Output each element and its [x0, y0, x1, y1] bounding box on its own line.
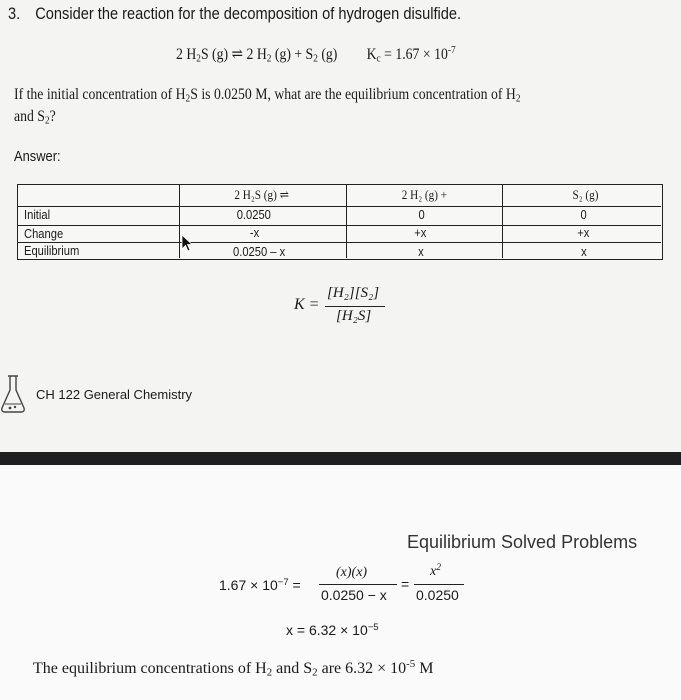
- fraction2-num-exp: 2: [436, 563, 441, 573]
- question-line-1: [14, 86, 520, 105]
- question2-text-b: ?: [49, 108, 56, 125]
- row-label-equilibrium: Equilibrium: [24, 243, 80, 258]
- initial-h2: 0: [418, 207, 425, 222]
- change-h2s: -x: [249, 225, 260, 240]
- answer-label: Answer:: [14, 148, 61, 165]
- conclusion-exponent: -5: [406, 658, 416, 670]
- equilibrium-arrow-icon: ⇌: [231, 46, 244, 63]
- conclusion: [33, 658, 433, 679]
- fraction1-denominator: 0.0250 − x: [321, 587, 387, 603]
- row-label-initial: Initial: [24, 207, 51, 222]
- kc-value: = 1.67 × 10: [380, 46, 448, 63]
- kc-exponent: -7: [447, 44, 456, 57]
- row-divider: [18, 242, 661, 243]
- fraction2-numerator: [430, 563, 441, 580]
- equation-lhs-exponent: −7: [277, 577, 289, 588]
- fraction1-bar: [319, 584, 397, 585]
- flask-icon: [0, 374, 26, 414]
- k-denominator: [H₂S]: [336, 308, 372, 324]
- equation-lhs-mantissa: 1.67 × 10: [219, 577, 278, 594]
- question-sub2: 2: [515, 92, 521, 105]
- question2-text-a: and S: [14, 108, 45, 125]
- change-h2: +x: [414, 225, 427, 240]
- problem-title: [8, 4, 461, 24]
- question2-sub: 2: [44, 114, 50, 127]
- header-h2: 2 H₂ (g) +: [401, 187, 448, 202]
- reactant-tail: S (g): [200, 46, 229, 63]
- product2-subscript: 2: [313, 52, 318, 65]
- change-s2: +x: [577, 225, 590, 240]
- conclusion-d: M: [415, 659, 434, 677]
- header-h2s: 2 H₂S (g) ⇌: [234, 187, 289, 202]
- rice-table: [17, 184, 663, 260]
- eq-h2: x: [418, 244, 424, 259]
- row-label-change: Change: [24, 226, 64, 241]
- k-expression-lhs: K =: [294, 296, 320, 313]
- solution-exponent: −5: [367, 622, 379, 633]
- equation-lhs: [219, 577, 301, 593]
- question-text-b: S is 0.0250 M, what are the equilibrium concentration of H: [190, 86, 516, 103]
- eq-h2s: 0.0250 – x: [233, 244, 286, 259]
- kc-subscript: c: [376, 52, 381, 65]
- product1-subscript: 2: [266, 52, 272, 65]
- k-numerator: [H₂][S₂]: [327, 285, 380, 301]
- row-divider: [18, 225, 661, 226]
- question-sub: 2: [185, 92, 191, 105]
- col-divider: [346, 185, 347, 258]
- question-line-2: [14, 108, 56, 127]
- fraction2-num-base: x: [430, 564, 437, 580]
- product1: 2 H: [246, 46, 267, 63]
- conclusion-a: The equilibrium concentrations of H: [33, 659, 267, 677]
- fraction2-denominator: 0.0250: [416, 587, 459, 603]
- solution-mantissa: x = 6.32 × 10: [286, 622, 368, 639]
- question-text-a: If the initial concentration of H: [14, 86, 186, 103]
- initial-s2: 0: [580, 207, 587, 222]
- equals-sign: =: [292, 577, 301, 594]
- product2-tail: (g): [317, 46, 338, 63]
- col-divider: [502, 185, 503, 258]
- solution-x: [286, 622, 379, 638]
- problem-number: 3.: [8, 4, 21, 23]
- reactant-subscript: 2: [196, 52, 201, 65]
- slide-divider: [0, 452, 681, 465]
- header-s2: S₂ (g): [572, 187, 599, 202]
- fraction1-numerator: (x)(x): [336, 565, 368, 580]
- kc-label: K: [366, 46, 377, 63]
- initial-h2s: 0.0250: [236, 207, 271, 222]
- row-divider: [18, 206, 661, 207]
- reactant-coef: 2 H: [176, 46, 197, 63]
- course-label: CH 122 General Chemistry: [36, 387, 193, 402]
- eq-s2: x: [581, 244, 587, 259]
- conclusion-b: and S: [272, 659, 313, 677]
- fraction2-bar: [414, 584, 464, 585]
- cursor-icon: [180, 234, 194, 254]
- conclusion-sub2: 2: [312, 666, 318, 679]
- equals-sign-2: =: [401, 576, 410, 592]
- problem-title-text: Consider the reaction for the decomposition of hydrogen disulfide.: [35, 4, 462, 23]
- conclusion-sub1: 2: [266, 666, 273, 679]
- reaction-equation: [176, 44, 456, 65]
- lower-heading: Equilibrium Solved Problems: [407, 532, 638, 552]
- product1-tail: (g) + S: [271, 46, 314, 63]
- conclusion-c: are 6.32 × 10: [317, 659, 407, 677]
